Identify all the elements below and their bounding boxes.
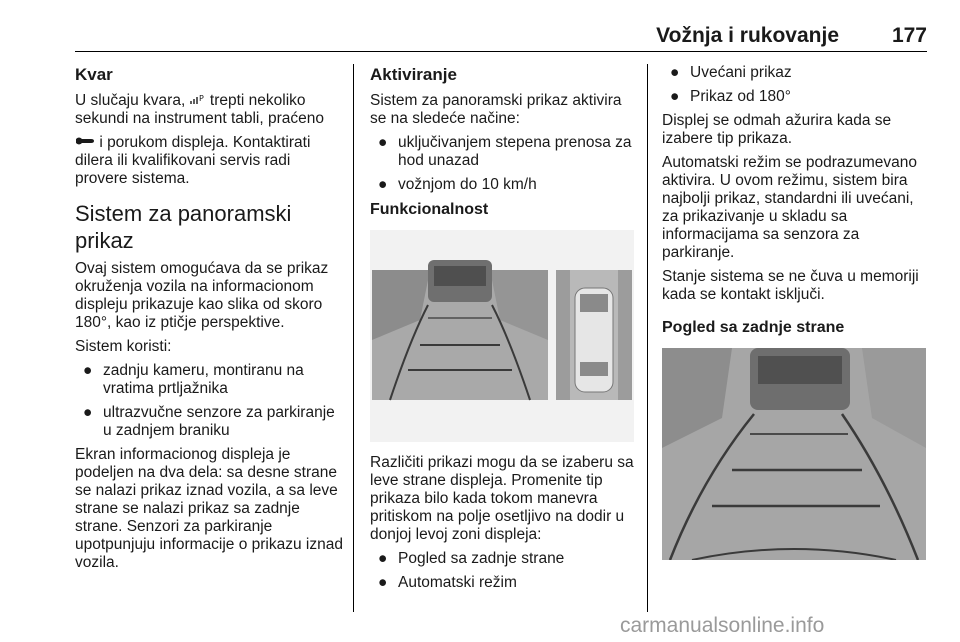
list-item-text: uključivanjem stepena prenosa za hod unazad	[398, 134, 632, 169]
list-item	[662, 64, 926, 82]
bullet: ●	[378, 574, 388, 591]
kvar-text-a: U slučaju kvara,	[75, 92, 186, 110]
list-item-text: Prikaz od 180°	[690, 88, 791, 105]
rear-view-figure	[662, 348, 926, 560]
list-item	[370, 574, 634, 592]
list-item-text: zadnju kameru, montiranu na vratima prtljažnika	[103, 362, 304, 398]
overhead-view-image	[556, 270, 632, 400]
screen-paragraph: Ekran informacionog displeja je podeljen na dva dela: sa desne strane se nalazi prikaz iznad vozila, a sa leve strane se nalazi prikaz sa zadnje strane. Senzori za parkiranje upotpunjuju informacije o prikazu iznad vozila.	[75, 446, 343, 572]
column-divider-2	[647, 64, 648, 612]
list-item-text: Pogled sa zadnje strane	[398, 550, 565, 567]
activation-list	[370, 134, 634, 194]
rear-camera-view-image	[372, 260, 548, 400]
list-item	[75, 362, 343, 398]
bullet: ●	[83, 404, 93, 422]
update-paragraph: Displej se odmah ažurira kada se izabere tip prikaza.	[662, 112, 892, 147]
list-item	[75, 404, 343, 440]
kvar-heading: Kvar	[75, 65, 113, 84]
bullet: ●	[670, 64, 680, 81]
intro-paragraph: Ovaj sistem omogućava da se prikaz okruženja vozila na informacionom displeju prikazuje kao slika od skoro 180°, kao iz ptičje perspektive.	[75, 260, 329, 332]
views-paragraph: Različiti prikazi mogu da se izaberu sa leve strane displeja. Promenite tip prikaza bilo kada tokom manevra pritiskom na polje osetljivo na dodir u donjoj levoj zoni displeja:	[370, 454, 634, 543]
list-item-text: Automatski režim	[398, 574, 517, 591]
page-number: 177	[891, 24, 927, 47]
column-1	[75, 64, 343, 578]
split-display-figure	[370, 230, 634, 442]
bullet: ●	[378, 550, 388, 567]
kvar-paragraph-2	[75, 134, 343, 188]
column-2	[370, 64, 634, 598]
svg-text:P: P	[198, 94, 204, 103]
rear-view-heading: Pogled sa zadnje strane	[662, 319, 845, 336]
kvar-text-b: trepti nekoliko sekundi na instrument tabli, praćeno	[75, 92, 325, 128]
page-header	[75, 22, 927, 48]
view-list-1	[370, 550, 634, 592]
park-warning-icon	[190, 92, 206, 110]
watermark: carmanualsonline.info	[620, 614, 825, 637]
function-heading: Funkcionalnost	[370, 201, 489, 218]
kvar-text-c: i porukom displeja. Kontaktirati dilera ili kvalifikovani servis radi provere sistema.	[75, 134, 311, 188]
activation-heading: Aktiviranje	[370, 65, 457, 84]
auto-mode-paragraph: Automatski režim se podrazumevano aktivira. U ovom režimu, sistem bira najbolji prikaz, standardni ili uvećani, za prikazivanje u skladu sa informacijama sa senzora za parkiranje.	[662, 154, 918, 261]
view-list-2	[662, 64, 926, 106]
header-section-title: Vožnja i rukovanje	[656, 24, 839, 47]
bullet: ●	[83, 362, 93, 380]
list-item	[662, 88, 926, 106]
wrench-message-icon	[75, 134, 95, 152]
uses-list	[75, 362, 343, 440]
column-divider-1	[353, 64, 354, 612]
memory-paragraph: Stanje sistema se ne čuva u memoriji kada se kontakt isključi.	[662, 268, 919, 303]
uses-label: Sistem koristi:	[75, 338, 172, 356]
kvar-paragraph-1	[75, 92, 343, 128]
header-rule	[75, 51, 927, 52]
bullet: ●	[670, 88, 680, 105]
section-heading: Sistem za panoramski prikaz	[75, 201, 292, 254]
list-item-text: vožnjom do 10 km/h	[398, 176, 537, 193]
list-item	[370, 176, 634, 194]
activation-paragraph: Sistem za panoramski prikaz aktivira se na sledeće načine:	[370, 92, 622, 127]
bullet: ●	[378, 176, 388, 193]
list-item	[370, 550, 634, 568]
bullet: ●	[378, 134, 388, 151]
list-item-text: ultrazvučne senzore za parkiranje u zadnjem braniku	[103, 404, 335, 440]
list-item	[370, 134, 634, 170]
column-3	[662, 64, 926, 560]
list-item-text: Uvećani prikaz	[690, 64, 792, 81]
